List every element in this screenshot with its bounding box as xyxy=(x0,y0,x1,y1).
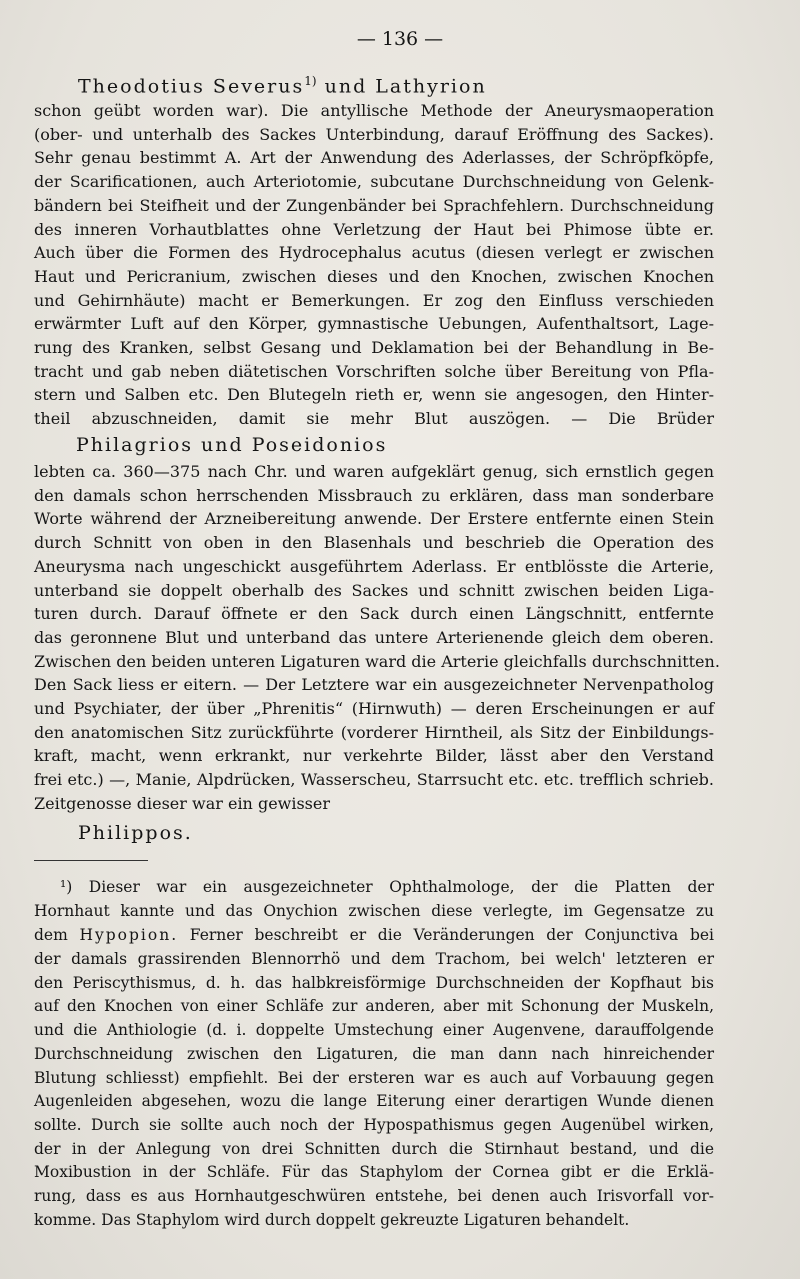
text-line: der in der Anlegung von drei Schnitten durch die Stirnhaut bestand, und die xyxy=(34,1139,714,1158)
text-line: Durchschneidung zwischen den Ligaturen, die man dann nach hinreichender xyxy=(34,1044,714,1063)
text-line: komme. Das Staphylom wird durch doppelt gekreuzte Ligaturen behandelt. xyxy=(34,1210,630,1229)
heading-philagrios: Philagrios und Poseidonios xyxy=(76,434,388,456)
text-line: Sehr genau bestimmt A. Art der Anwendung des Aderlasses, der Schröpfköpfe, xyxy=(34,148,714,168)
text-line: rung des Kranken, selbst Gesang und Deklamation bei der Behandlung in Be- xyxy=(34,338,714,357)
footnote-text: Ferner beschreibt er die Veränderungen der Conjunctiva bei xyxy=(178,926,714,944)
heading-theodotius xyxy=(78,74,487,97)
text-line: lebten ca. 360—375 nach Chr. und waren aufgeklärt genug, sich ernstlich gegen xyxy=(34,462,714,481)
text-line: theil abzuschneiden, damit sie mehr Blut auszögen. — Die Brüder xyxy=(34,409,714,429)
footnote-line xyxy=(34,924,714,946)
text-line: unterband sie doppelt oberhalb des Sackes und schnitt zwischen beiden Liga- xyxy=(34,580,714,600)
text-line: und Psychiater, der über „Phrenitis“ (Hirnwuth) — deren Erscheinungen er auf xyxy=(34,699,714,718)
text-line: turen durch. Darauf öffnete er den Sack durch einen Längschnitt, entfernte xyxy=(34,604,714,624)
text-line: Aneurysma nach ungeschickt ausgeführtem Aderlass. Er entblösste die Arterie, xyxy=(34,556,714,576)
text-line: auf den Knochen von einer Schläfe zur anderen, aber mit Schonung der Muskeln, xyxy=(34,997,714,1016)
text-line: den damals schon herrschenden Missbrauch zu erklären, dass man sonderbare xyxy=(34,485,714,505)
text-line: das geronnene Blut und unterband das untere Arterienende gleich dem oberen. xyxy=(34,627,714,647)
heading-theodotius-name: Theodotius Severus xyxy=(78,75,305,98)
text-line: Auch über die Formen des Hydrocephalus acutus (diesen verlegt er zwischen xyxy=(34,243,714,263)
text-line: den Periscythismus, d. h. das halbkreisförmige Durchschneiden der Kopfhaut bis xyxy=(34,973,714,992)
text-line: Zwischen den beiden unteren Ligaturen ward die Arterie gleichfalls durchschnitten. xyxy=(34,651,720,671)
text-line: bändern bei Steifheit und der Zungenbänder bei Sprachfehlern. Durchschneidung xyxy=(34,195,714,215)
text-line: und die Anthiologie (d. i. doppelte Umstechung einer Augenvene, darauffolgende xyxy=(34,1021,714,1040)
text-line: der damals grassirenden Blennorrhö und dem Trachom, bei welch' letzteren er xyxy=(34,950,714,968)
text-line: durch Schnitt von oben in den Blasenhals und beschrieb die Operation des xyxy=(34,533,714,553)
text-line: kraft, macht, wenn erkrankt, nur verkehrte Bilder, lässt aber den Verstand xyxy=(34,746,714,766)
text-line: schon geübt worden war). Die antyllische Methode der Aneurysmaoperation xyxy=(34,101,714,120)
text-line: Zeitgenosse dieser war ein gewisser xyxy=(34,793,331,813)
text-line: rung, dass es aus Hornhautgeschwüren entstehe, bei denen auch Irisvorfall vor- xyxy=(34,1187,714,1205)
text-line: (ober- und unterhalb des Sackes Unterbindung, darauf Eröffnung des Sackes). xyxy=(34,124,714,144)
text-line: Blutung schliesst) empfiehlt. Bei der ersteren war es auch auf Vorbauung gegen xyxy=(34,1068,714,1087)
text-line: erwärmter Luft auf den Körper, gymnastische Uebungen, Aufenthaltsort, Lage- xyxy=(34,314,714,334)
footnote-first-line: Dieser war ein ausgezeichneter Ophthalmologe, der die Platten der xyxy=(72,878,714,896)
footnote-reference: 1) xyxy=(304,74,317,88)
text-line: tracht und gab neben diätetischen Vorschriften solche über Bereitung von Pfla- xyxy=(34,361,714,381)
text-line: frei etc.) —, Manie, Alpdrücken, Wasserscheu, Starrsucht etc. etc. trefflich schrieb. xyxy=(34,770,714,790)
footnote-marker: ¹) xyxy=(60,878,73,896)
text-line: des inneren Vorhautblattes ohne Verletzung der Haut bei Phimose übte er. xyxy=(34,219,714,239)
text-line: Worte während der Arzneibereitung anwende. Der Erstere entfernte einen Stein xyxy=(34,509,714,529)
text-line: den anatomischen Sitz zurückführte (vorderer Hirntheil, als Sitz der Einbildungs- xyxy=(34,722,714,742)
text-line: Den Sack liess er eitern. — Der Letztere war ein ausgezeichneter Nervenpatholog xyxy=(34,675,714,695)
heading-philippos: Philippos. xyxy=(78,822,193,844)
text-line: und Gehirnhäute) macht er Bemerkungen. Er zog den Einfluss verschieden xyxy=(34,290,714,310)
footnote-text: dem xyxy=(34,926,80,944)
footnote-line: Hornhaut kannte und das Onychion zwischen diese verlegte, im Gegensatze zu xyxy=(34,902,714,920)
footnote-divider xyxy=(34,860,148,861)
text-line: stern und Salben etc. Den Blutegeln rieth er, wenn sie angesogen, den Hinter- xyxy=(34,385,714,405)
footnote-term-hypopion: Hypopion. xyxy=(79,926,179,944)
text-line: Moxibustion in der Schläfe. Für das Staphylom der Cornea gibt er die Erklä- xyxy=(34,1163,714,1182)
text-line: der Scarificationen, auch Arteriotomie, subcutane Durchschneidung von Gelenk- xyxy=(34,172,714,192)
page-number: — 136 — xyxy=(356,28,444,50)
heading-theodotius-rest: und Lathyrion xyxy=(316,75,487,98)
footnote-line xyxy=(34,876,714,898)
text-line: sollte. Durch sie sollte auch noch der Hypospathismus gegen Augenübel wirken, xyxy=(34,1115,714,1134)
text-line: Haut und Pericranium, zwischen dieses und den Knochen, zwischen Knochen xyxy=(34,266,714,286)
text-line: Augenleiden abgesehen, wozu die lange Eiterung einer derartigen Wunde dienen xyxy=(34,1092,714,1111)
